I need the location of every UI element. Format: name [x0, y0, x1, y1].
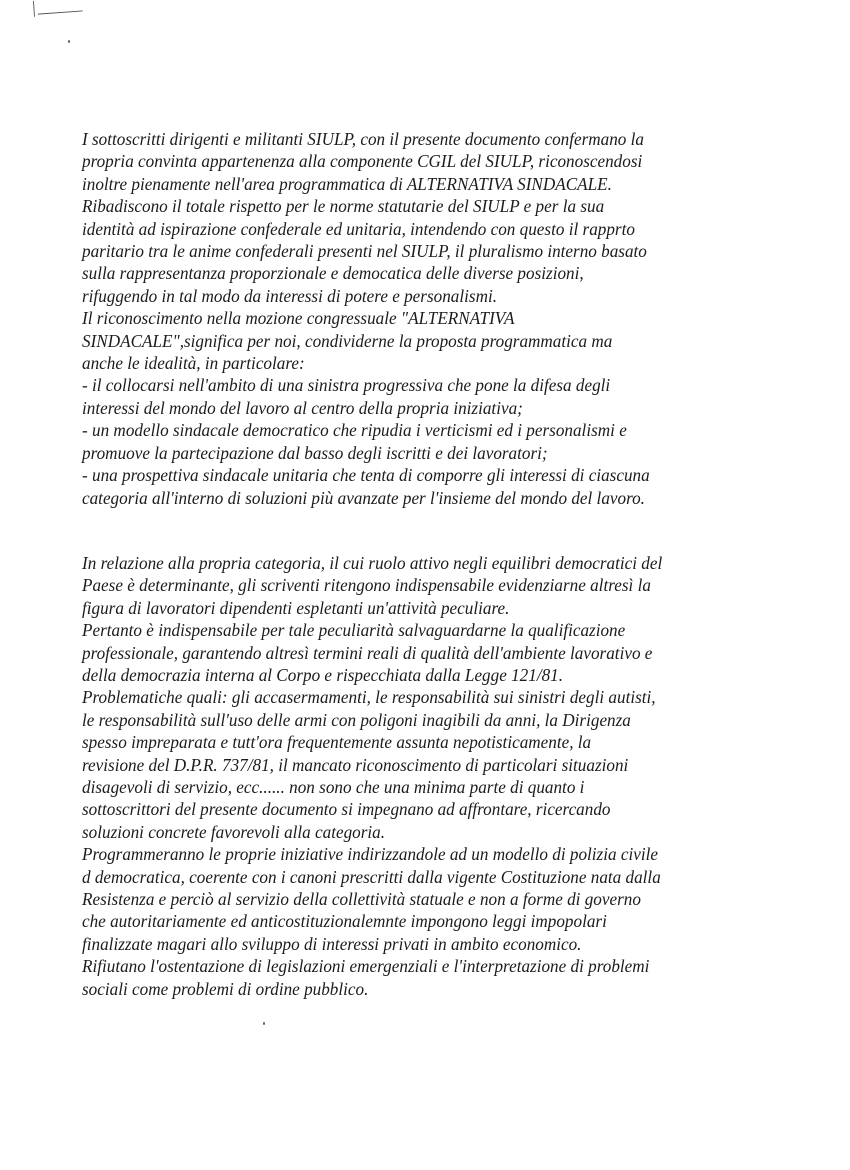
- document-body: [82, 128, 782, 1000]
- text-line: paritario tra le anime confederali presenti nel SIULP, il pluralismo interno basato: [82, 241, 647, 262]
- text-line: revisione del D.P.R. 737/81, il mancato riconoscimento di particolari situazioni: [82, 754, 629, 775]
- text-line: Ribadiscono il totale rispetto per le norme statutarie del SIULP e per la sua: [82, 196, 605, 217]
- scan-artifact-dot: [68, 40, 70, 43]
- text-line: categoria all'interno di soluzioni più avanzate per l'insieme del mondo del lavoro.: [82, 487, 645, 508]
- text-line: Resistenza e perciò al servizio della collettività statuale e non a forme di governo: [82, 889, 641, 909]
- text-line: In relazione alla propria categoria, il cui ruolo attivo negli equilibri democratici del: [82, 552, 663, 573]
- text-line: Pertanto è indispensabile per tale peculiarità salvaguardarne la qualificazione: [82, 620, 626, 641]
- text-line: le responsabilità sull'uso delle armi con poligoni inagibili da anni, la Dirigenza: [82, 709, 631, 730]
- text-line: propria convinta appartenenza alla componente CGIL del SIULP, riconoscendosi: [82, 151, 643, 172]
- text-line: Il riconoscimento nella mozione congressuale "ALTERNATIVA: [82, 308, 515, 329]
- text-line: finalizzate magari allo sviluppo di interessi privati in ambito economico.: [82, 933, 582, 954]
- text-line: - un modello sindacale democratico che ripudia i verticismi ed i personalismi e: [82, 420, 627, 441]
- text-line: Programmeranno le proprie iniziative indirizzandole ad un modello di polizia civile: [82, 844, 658, 865]
- text-line: Problematiche quali: gli accasermamenti, le responsabilità sui sinistri degli autisti,: [82, 687, 656, 708]
- text-line: - una prospettiva sindacale unitaria che tenta di comporre gli interessi di ciascuna: [82, 465, 650, 486]
- text-line: interessi del mondo del lavoro al centro della propria iniziativa;: [82, 397, 523, 418]
- text-line: - il collocarsi nell'ambito di una sinistra progressiva che pone la difesa degli: [82, 375, 611, 396]
- scan-artifact-dot: [263, 1022, 265, 1025]
- text-line: Paese è determinante, gli scriventi ritengono indispensabile evidenziarne altresì la: [82, 575, 651, 596]
- text-line: soluzioni concrete favorevoli alla categoria.: [82, 821, 386, 842]
- text-line: sulla rappresentanza proporzionale e democatica delle diverse posizioni,: [82, 263, 584, 284]
- text-line: inoltre pienamente nell'area programmatica di ALTERNATIVA SINDACALE.: [82, 173, 612, 194]
- text-line: identità ad ispirazione confederale ed unitaria, intendendo con questo il rapprto: [82, 218, 635, 239]
- paragraph-spacer: [82, 509, 782, 552]
- text-line: anche le idealità, in particolare:: [82, 353, 305, 374]
- text-line: della democrazia interna al Corpo e rispecchiata dalla Legge 121/81.: [82, 664, 564, 685]
- paragraph-2: [82, 552, 782, 1000]
- text-line: sottoscrittori del presente documento si impegnano ad affrontare, ricercando: [82, 799, 611, 820]
- text-line: che autoritariamente ed anticostituzionalemnte impongono leggi impopolari: [82, 911, 607, 932]
- paragraph-1: [82, 128, 782, 509]
- text-line: I sottoscritti dirigenti e militanti SIULP, con il presente documento confermano la: [82, 129, 644, 149]
- scan-artifact-mark: [38, 10, 83, 20]
- text-line: Rifiutano l'ostentazione di legislazioni emergenziali e l'interpretazione di problemi: [82, 956, 650, 977]
- text-line: disagevoli di servizio, ecc...... non sono che una minima parte di quanto i: [82, 776, 585, 797]
- text-line: figura di lavoratori dipendenti espletanti un'attività peculiare.: [82, 597, 510, 618]
- text-line: spesso impreparata e tutt'ora frequentemente assunta nepotisticamente, la: [82, 732, 592, 753]
- text-line: rifuggendo in tal modo da interessi di potere e personalismi.: [82, 285, 497, 306]
- text-line: promuove la partecipazione dal basso degli iscritti e dei lavoratori;: [82, 442, 548, 463]
- text-line: professionale, garantendo altresì termini reali di qualità dell'ambiente lavorativo e: [82, 642, 653, 663]
- text-line: d democratica, coerente con i canoni prescritti dalla vigente Costituzione nata dalla: [82, 866, 661, 887]
- text-line: sociali come problemi di ordine pubblico.: [82, 978, 369, 999]
- text-line: SINDACALE",significa per noi, condividerne la proposta programmatica ma: [82, 330, 613, 351]
